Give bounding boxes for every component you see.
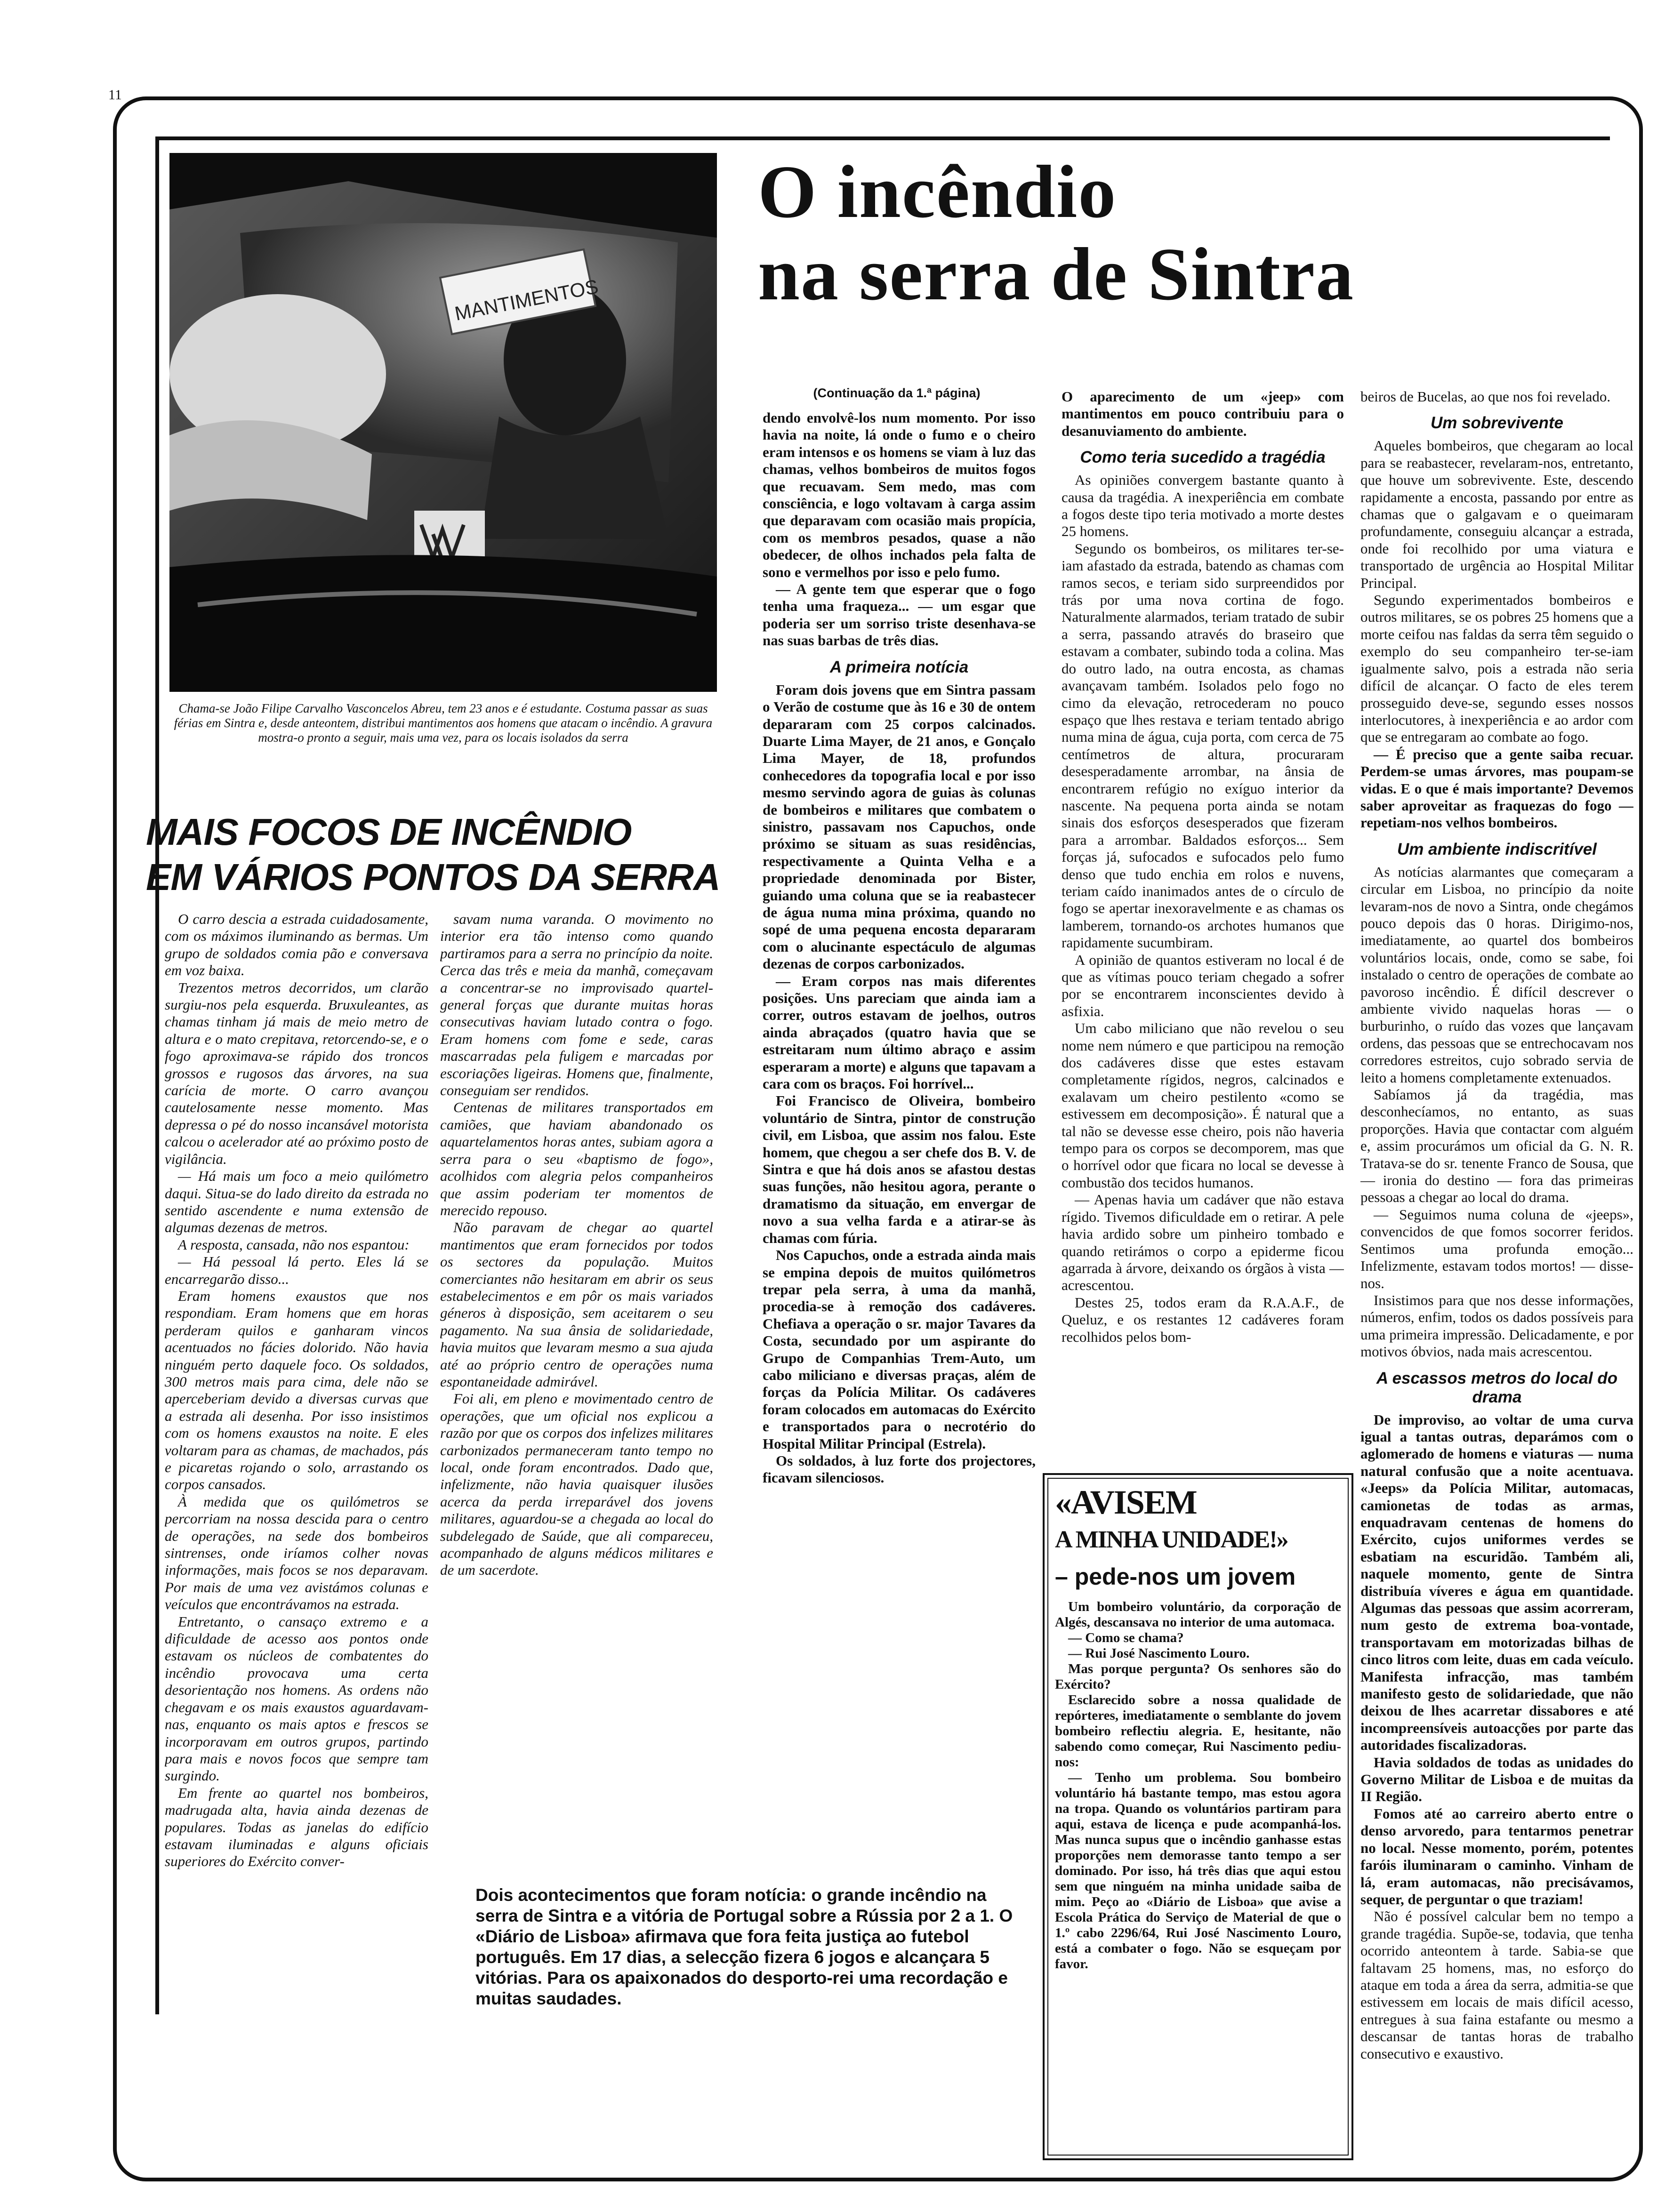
photo: [169, 153, 717, 692]
left-headline-line1: MAIS FOCOS DE INCÊNDIO: [146, 811, 632, 853]
paragraph: — Eram corpos nas mais diferentes posições. Uns pareciam que ainda iam a correr, outros estavam de joelhos, outros ainda abraçados (quatro havia que se estreitaram num último abraço e assim esperaram a morte) e alguns que tapavam a cara com os braços. Foi horrível...: [763, 972, 1036, 1092]
paragraph: — Seguimos numa coluna de «jeeps», convencidos de que fomos socorrer feridos. Sentimos uma profunda emoção... Infelizmente, estavam todos mortos! — disse-nos.: [1360, 1206, 1633, 1291]
paragraph: — A gente tem que esperar que o fogo tenha uma fraqueza... — um esgar que poderia ser um sorriso triste desenhava-se nas suas barbas de três dias.: [763, 581, 1036, 649]
paragraph: Não é possível calcular bem no tempo a grande tragédia. Supõe-se, todavia, que tenha ocorrido anteontem à tarde. Sabia-se que faltavam 25 homens, mas, no esforço do ataque em toda a área da serra, admitia-se que estivessem em locais de mais difícil acesso, entregues à sua faina estafante ou mesmo a descansar de tantas horas de trabalho consecutivo e exaustivo.: [1360, 1908, 1633, 2062]
paragraph: Esclarecido sobre a nossa qualidade de repórteres, imediatamente o semblante do jovem bombeiro reflectiu alegria. E, hesitante, não sabendo como começar, Rui Nascimento pediu-nos:: [1055, 1692, 1341, 1770]
paragraph: Foi Francisco de Oliveira, bombeiro voluntário de Sintra, pintor de construção civil, em Lisboa, que assim nos falou. Este homem, que chegou a ser chefe dos B. V. de Sintra e que há dois anos se afastou destas suas funções, não hesitou agora, perante o dramatismo da situação, em envergar de novo a sua velha farda e a atirar-se às chamas com fúria.: [763, 1092, 1036, 1246]
column-4: [1360, 388, 1633, 2163]
paragraph: Aqueles bombeiros, que chegaram ao local para se reabastecer, revelaram-nos, entretanto, que houve um sobrevivente. Este, descendo rapidamente a encosta, passando por entre as chamas que o galgavam e o queimaram profundamente, conseguiu alcançar a estrada, onde foi recolhido por uma viatura e transportado de urgência ao Hospital Militar Principal.: [1360, 437, 1633, 591]
subhead-como-teria: Como teria sucedido a tragédia: [1080, 448, 1326, 467]
paragraph: Destes 25, todos eram da R.A.A.F., de Queluz, e os restantes 12 cadáveres foram recolhidos pelos bom-: [1062, 1294, 1344, 1345]
paragraph: — É preciso que a gente saiba recuar. Perdem-se umas árvores, mas poupam-se vidas. E o que é mais importante? Devemos saber aproveitar as fraquezas do fogo — repetiam-nos velhos bombeiros.: [1360, 745, 1633, 831]
paragraph: Havia soldados de todas as unidades do Governo Militar de Lisboa e de muitas da II Região.: [1360, 1754, 1633, 1805]
paragraph: O aparecimento de um «jeep» com mantimentos em pouco contribuiu para o desanuviamento do ambiente.: [1062, 388, 1344, 439]
paragraph: Fomos até ao carreiro aberto entre o denso arvoredo, para tentarmos penetrar no local. Nesse momento, porém, potentes faróis iluminaram o caminho. Vinham de lá, eram automacas, não precisávamos, sequer, de perguntar o que traziam!: [1360, 1805, 1633, 1907]
paragraph: Insistimos para que nos desse informações, números, enfim, todos os dados possíveis para uma primeira impressão. Delicadamente, e por motivos óbvios, nada mais acrescentou.: [1360, 1291, 1633, 1360]
top-rule: [155, 136, 1610, 140]
paragraph: — Há pessoal lá perto. Eles lá se encarregarão disso...: [165, 1253, 428, 1287]
photo-caption: Chama-se João Filipe Carvalho Vasconcelos Abreu, tem 23 anos e é estudante. Costuma passar as suas férias em Sintra e, desde anteontem, distribui mantimentos aos homens que atacam o incêndio. A gravura mostra-o pronto a seguir, mais uma vez, para os locais isolados da serra: [174, 701, 713, 745]
boxed-article: [1043, 1473, 1353, 2160]
paragraph: Mas porque pergunta? Os senhores são do Exército?: [1055, 1661, 1341, 1692]
paragraph: dendo envolvê-los num momento. Por isso havia na noite, lá onde o fumo e o cheiro eram intensos e os homens se viam à luz das chamas, velhos bombeiros de muitos fogos que recuavam. Sem medo, mas com consciência, e logo voltavam à carga assim que deparavam com ocasião mais propícia, com os membros pesados, quase a não obedecer, de olhos inchados pela falta de sono e vermelhos por isso e pelo fumo.: [763, 409, 1036, 580]
paragraph: — Como se chama?: [1068, 1630, 1184, 1645]
paragraph: beiros de Bucelas, ao que nos foi revelado.: [1360, 388, 1611, 405]
paragraph: Foram dois jovens que em Sintra passam o Verão de costume que às 16 e 30 de ontem depararam com 25 corpos calcinados. Duarte Lima Mayer, de 21 anos, e Gonçalo Lima Mayer, de 18, profundos conhecedores da topografia local e por isso mesmo servindo agora de guias às colunas de bombeiros e militares que combatem o sinistro, passavam nos Capuchos, onde próximo se situam as suas residências, respectivamente a Quinta Velha e a propriedade denominada por Bister, guiando uma coluna que se ia reabastecer de água numa mina próxima, quando no sopé de uma pequena encosta depararam com o alucinante espectáculo de algumas dezenas de corpos carbonizados.: [763, 681, 1036, 972]
paragraph: Sabíamos já da tragédia, mas desconhecíamos, no entanto, as suas proporções. Havia que contactar com alguém e, assim procurámos um oficial da G. N. R. Tratava-se do sr. tenente Franco de Sousa, que — ironia do destino — fora das primeiras pessoas a chegar ao local do drama.: [1360, 1086, 1633, 1206]
box-headline: [1055, 1483, 1341, 1559]
paragraph: Em frente ao quartel nos bombeiros, madrugada alta, havia ainda dezenas de populares. Todas as janelas do edifício estavam iluminadas e alguns oficiais superiores do Exército conver-: [165, 1784, 428, 1870]
paragraph: Não paravam de chegar ao quartel mantimentos que eram fornecidos por todos os sectores da população. Muitos comerciantes não hesitaram em abrir os seus estabelecimentos e em pôr os mais variados géneros à disposição, sem aceitarem o seu pagamento. Na sua ânsia de solidariedade, havia muitos que levaram mesmo a sua ajuda até ao próprio centro de operações numa espontaneidade admirável.: [440, 1219, 713, 1390]
box-headline-line1: «AVISEM: [1055, 1483, 1197, 1521]
paragraph: — Apenas havia um cadáver que não estava rígido. Tivemos dificuldade em o retirar. A pele havia ardido sobre um pinheiro tombado e quando retirámos o corpo a epiderme ficou agarrada à árvore, deixando os órgãos à vista — acrescentou.: [1062, 1191, 1344, 1294]
paragraph: savam numa varanda. O movimento no interior era tão intenso como quando partiramos para a serra no princípio da noite. Cerca das três e meia da manhã, começavam a concentrar-se no improvisado quartel-general forças que durante muitas horas consecutivas haviam lutado contra o fogo. Eram homens com fome e sede, caras mascarradas pela fuligem e marcadas por escoriações ligeiras. Homens que, finalmente, conseguiam ser rendidos.: [440, 911, 713, 1099]
paragraph: Nos Capuchos, onde a estrada ainda mais se empina depois de muitos quilómetros trepar pela serra, à uma da manhã, procedia-se à remoção dos cadáveres. Chefiava a operação o sr. major Tavares da Costa, secundado por um aspirante do Grupo de Companhias Trem-Auto, um cabo miliciano e diversas praças, além de forças da Polícia Militar. Os cadáveres foram colocados em automacas do Exército e transportados para o necrotério do Hospital Militar Principal (Estrela).: [763, 1247, 1036, 1452]
paragraph: Segundo experimentados bombeiros e outros militares, se os pobres 25 homens que a morte ceifou nas faldas da serra têm seguido o exemplo do seu companheiro ter-se-iam igualmente salvo, pois a estrada não seria difícil de alcançar. O facto de eles terem prosseguido deve-se, segundo esses nossos interlocutores, à inexperiência e ao ardor com que se entregaram ao combate ao fogo.: [1360, 592, 1633, 745]
paragraph: Segundo os bombeiros, os militares ter-se-iam afastado da estrada, batendo as chamas com ramos secos, e teriam sido surpreendidos por trás por uma nova cortina de fogo. Naturalmente alarmados, teriam tratado de subir a serra, passando através do braseiro que estavam a combater, subindo toda a colina. Mas do outro lado, na outra encosta, as chamas avançavam também. Isolados pelo fogo no cimo da elevação, retrocederam no pouco espaço que lhes restava e teriam tentado abrigo numa mina de água, cuja porta, com cerca de 75 centímetros de altura, procuraram desesperadamente arrombar, na ânsia de encontrarem refúgio no exíguo interior da nascente. Na pequena porta ainda se notam sinais dos esforços desesperados que fizeram para a arrombar. Baldados esforços... Sem forças já, sufocados e sufocados pelo fumo denso que tudo enchia em rolos e nuvens, teriam caído inanimados antes de o círculo de fogo se apertar inexoravelmente e as chamas os lamberem, tornando-os archotes humanos que rapidamente sucumbiram.: [1062, 540, 1344, 951]
paragraph: Os soldados, à luz forte dos projectores, ficavam silenciosos.: [763, 1452, 1036, 1486]
paragraph: Um bombeiro voluntário, da corporação de Algés, descansava no interior de uma automaca.: [1055, 1599, 1341, 1630]
paragraph: As notícias alarmantes que começaram a circular em Lisboa, no princípio da noite levaram-nos de novo a Sintra, onde chegámos pouco depois das 0 horas. Dirigimo-nos, imediatamente, ao quartel dos bombeiros voluntários locais, onde, como se sabe, foi instalado o centro de operações de combate ao pavoroso incêndio. É difícil descrever o ambiente vivido naquelas horas — o burburinho, o ruído das vozes que lançavam ordens, das pessoas que se entrechocavam nos corredores estreitos, cujo sobrado servia de leito a homens completamente extenuados.: [1360, 863, 1633, 1086]
left-article-col2: [440, 911, 713, 1828]
column-3: [1062, 388, 1344, 1424]
paragraph: Centenas de militares transportados em camiões, que haviam abandonado os aquartelamentos horas antes, subiam agora a serra para o seu «baptismo de fogo», acolhidos com alegria pelos companheiros que assim poderiam ter momentos de merecido repouso.: [440, 1099, 713, 1218]
continuation-note: (Continuação da 1.ª página): [813, 386, 981, 400]
paragraph: — Tenho um problema. Sou bombeiro voluntário há bastante tempo, mas estou agora na tropa. Quando os voluntários partiram para aqui, estava de licença e pude acompanhá-los. Mas nunca supus que o incêndio ganhasse estas proporções nem demorasse tanto tempo a ser dominado. Por isso, há três dias que aqui estou sem que ninguém na minha unidade saiba de mim. Peço ao «Diário de Lisboa» que avise a Escola Prática do Serviço de Material de que o 1.º cabo 2296/64, Rui José Nascimento Louro, está a combater o fogo. Não se esqueçam por favor.: [1055, 1770, 1341, 1972]
box-body: [1055, 1599, 1341, 1972]
middle-column: [763, 409, 1036, 1859]
paragraph: À medida que os quilómetros se percorriam na nossa descida para o centro de operações, na sede dos bombeiros sintrenses, onde iríamos colher novas informações, mais focos se nos deparavam. Por mais de uma vez avistámos colunas e veículos que encontrávamos na estrada.: [165, 1493, 428, 1613]
subhead-primeira-noticia: A primeira notícia: [829, 657, 969, 676]
page-title: [758, 151, 1605, 315]
title-line-1: O incêndio: [758, 150, 1117, 233]
paragraph: — Há mais um foco a meio quilómetro daqui. Situa-se do lado direito da estrada no sentido ascendente e numa extensão de algumas dezenas de metros.: [165, 1168, 428, 1236]
paragraph: A opinião de quantos estiveram no local é de que as vítimas pouco teriam chegado a sofrer por se encontrarem inconscientes devido à asfixia.: [1062, 951, 1344, 1019]
left-rule: [155, 136, 159, 2014]
box-headline-line2: A MINHA UNIDADE!»: [1055, 1526, 1288, 1553]
paragraph: O carro descia a estrada cuidadosamente, com os máximos iluminando as bermas. Um grupo de soldados comia pão e conversava em voz baixa.: [165, 911, 428, 979]
promo-text: Dois acontecimentos que foram notícia: o grande incêndio na serra de Sintra e a vitória de Portugal sobre a Rússia por 2 a 1. O «Diário de Lisboa» afirmava que fora feita justiça ao futebol português. Em 17 dias, a selecção fizera 6 jogos e alcançara 5 vitórias. Para os apaixonados do desporto-rei uma recordação e muitas saudades.: [475, 1885, 1013, 2008]
paragraph: Trezentos metros decorridos, um clarão surgiu-nos pela esquerda. Bruxuleantes, as chamas tinham já mais de meio metro de altura e o mato crepitava, retorcendo-se, e o fogo aproximava-se rápido dos troncos grossos e rugosos das árvores, na sua carícia de morte. O carro avançou cautelosamente nesse momento. Mas depressa o pé do nosso incansável motorista calcou o acelerador até ao próximo posto de vigilância.: [165, 979, 428, 1167]
paragraph: As opiniões convergem bastante quanto à causa da tragédia. A inexperiência em combate a fogos deste tipo teria motivado a morte destes 25 homens.: [1062, 472, 1344, 540]
title-line-2: na serra de Sintra: [758, 232, 1355, 316]
paragraph: Um cabo miliciano que não revelou o seu nome nem número e que participou na remoção dos cadáveres disse que estes estavam completamente rígidos, negros, calcinados e exalavam um cheiro pestilento «como se estivessem em decomposição». É natural que a tal não se devesse esse cheiro, pois não haveria tempo para os corpos se decomporem, mas que o horrível odor que ficara no local se devesse à combustão dos tecidos humanos.: [1062, 1020, 1344, 1191]
paragraph: Foi ali, em pleno e movimentado centro de operações, que um oficial nos explicou a razão por que os corpos dos infelizes militares carbonizados permaneceram tanto tempo no local, onde foram encontrados. Dado que, infelizmente, não havia quaisquer ilusões acerca da perda irreparável dos jovens militares, aguardou-se a chegada ao local do subdelegado de Saúde, que ali compareceu, acompanhado de alguns médicos militares e de um sacerdote.: [440, 1390, 713, 1579]
left-article-col1: [165, 911, 428, 2068]
paragraph: A resposta, cansada, não nos espantou:: [178, 1236, 410, 1253]
paragraph: Entretanto, o cansaço extremo e a dificuldade de acesso aos pontos onde estavam os núcleos de combatentes do incêndio provocava uma certa desorientação nos homens. As ordens não chegavam e os mais exaustos aguardavam-nas, enquanto os mais aptos e frescos se incorporavam em outros grupos, partindo para mais e novos focos que sempre tam surgindo.: [165, 1613, 428, 1784]
subhead-escassos-metros: A escassos metros do local do drama: [1376, 1369, 1618, 1406]
corner-mark: 11: [108, 87, 122, 103]
photo-illustration: [169, 153, 717, 692]
subhead-ambiente: Um ambiente indiscritível: [1397, 840, 1597, 858]
left-headline-line2: EM VÁRIOS PONTOS DA SERRA: [146, 856, 720, 898]
paragraph: Eram homens exaustos que nos respondiam. Eram homens que em horas perderam quilos e ganharam vincos acentuados no fácies dolorido. Não havia ninguém perto daquele foco. Os soldados, 300 metros mais para cima, dele não se aperceberiam devido a diversas curvas que a estrada ali desenha. Por isso insistimos com os homens exaustos na noite. E eles voltaram para as chamas, de machados, pás e picaretas rojando o solo, arrastando os corpos cansados.: [165, 1287, 428, 1493]
left-headline: [146, 809, 725, 900]
sign-text: MANTIMENTOS: [452, 275, 600, 325]
paragraph: De improviso, ao voltar de uma curva igual a tantas outras, deparámos com o aglomerado de homens e viaturas — numa natural confusão que a noite acentuava. «Jeeps» da Polícia Militar, automacas, camionetas de todas as armas, enquadravam centenas de homens do Exército, cujos uniformes verdes se esbatiam na escuridão. Também ali, naquele momento, gente de Sintra distribuía víveres e água em quantidade. Algumas das pessoas que assim acorreram, num gesto de extrema boa-vontade, transportavam em motorizadas bilhas de cinco litros com leite, duas em cada veículo. Manifesta infracção, mas também manifesto gesto de solidariedade, que não deixou de lhes acarretar dissabores e até incompreensíveis autoacções por parte das autoridades fiscalizadoras.: [1360, 1411, 1633, 1754]
paragraph: — Rui José Nascimento Louro.: [1068, 1646, 1250, 1661]
box-kicker: – pede-nos um jovem: [1055, 1563, 1296, 1590]
subhead-sobrevivente: Um sobrevivente: [1430, 414, 1564, 433]
